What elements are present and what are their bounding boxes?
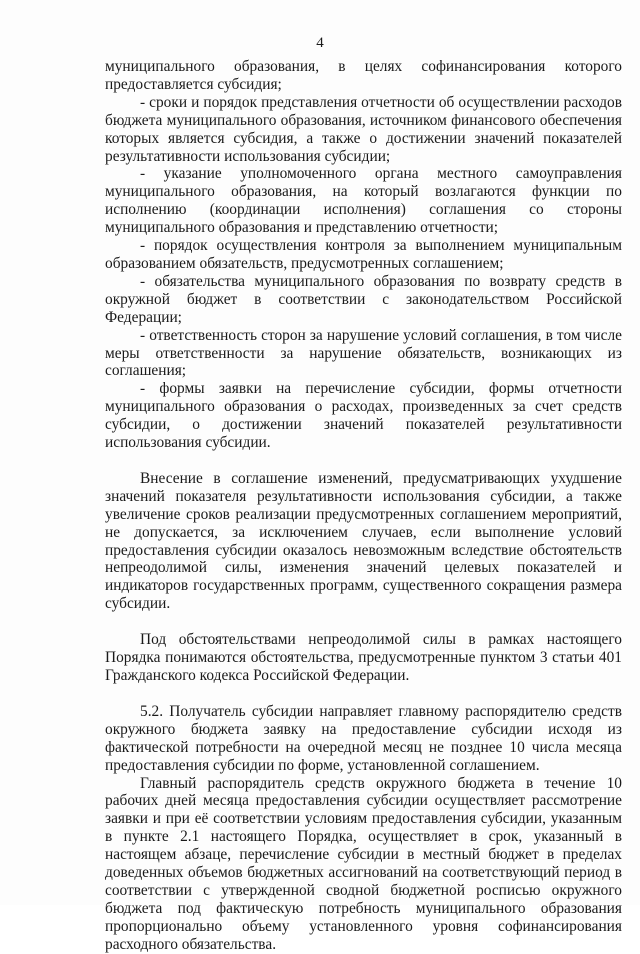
list-item-control: - порядок осуществления контроля за выполнением муниципальным образованием обязательств, предусмотренных соглашением; <box>105 237 622 272</box>
page-number: 4 <box>316 35 324 51</box>
list-item-authorized-body: - указание уполномоченного органа местного самоуправления муниципального образования, на который возлагаются функции по исполнению (координации исполнения) соглашения со стороны муниципального образования и представлению отчетности; <box>105 165 622 237</box>
list-item-reporting: - сроки и порядок представления отчетности об осуществлении расходов бюджета муниципального образования, источником финансового обеспечения которых является субсидия, а также о достижении значений показателей результативности использования субсидии; <box>105 93 622 165</box>
list-item-refund: - обязательства муниципального образования по возврату средств в окружной бюджет в соответствии с законодательством Российской Федерации; <box>105 272 622 326</box>
list-item-forms: - формы заявки на перечисление субсидии, формы отчетности муниципального образования о расходах, произведенных за счет средств субсидии, о достижении значений показателей результативности использования субсидии. <box>105 380 622 452</box>
paragraph-continuation: муниципального образования, в целях софинансирования которого предоставляется субсидия; <box>105 58 622 93</box>
paragraph-chief-manager: Главный распорядитель средств окружного бюджета в течение 10 рабочих дней месяца предоставления субсидии осуществляет рассмотрение заявки и при её соответствии условиям предоставления субсидии, указанным в пункте 2.1 настоящего Порядка, осуществляет в срок, указанный в настоящем абзаце, перечисление субсидии в местный бюджет в пределах доведенных объемов бюджетных ассигнований на соответствующий период в соответствии с утвержденной сводной бюджетной росписью окружного бюджета под фактическую потребность муниципального образования пропорционально объему установленного уровня софинансирования расходного обязательства. <box>105 774 622 953</box>
paragraph-5-2: 5.2. Получатель субсидии направляет главному распорядителю средств окружного бюджета заявку на предоставление субсидии исходя из фактической потребности на очередной месяц не позднее 10 числа месяца предоставления субсидии по форме, установленной соглашением. <box>105 702 622 774</box>
paragraph-amendments: Внесение в соглашение изменений, предусматривающих ухудшение значений показателя результативности использования субсидии, а также увеличение сроков реализации предусмотренных соглашением мероприятий, не допускается, за исключением случаев, если выполнение условий предоставления субсидии оказалось невозможным вследствие обстоятельств непреодолимой силы, изменения значений целевых показателей и индикаторов государственных программ, существенного сокращения размера субсидии. <box>105 469 622 613</box>
document-body <box>105 58 622 954</box>
list-item-liability: - ответственность сторон за нарушение условий соглашения, в том числе меры ответственности за нарушение обязательств, возникающих из соглашения; <box>105 326 622 380</box>
paragraph-force-majeure: Под обстоятельствами непреодолимой силы в рамках настоящего Порядка понимаются обстоятельства, предусмотренные пунктом 3 статьи 401 Гражданского кодекса Российской Федерации. <box>105 631 622 684</box>
